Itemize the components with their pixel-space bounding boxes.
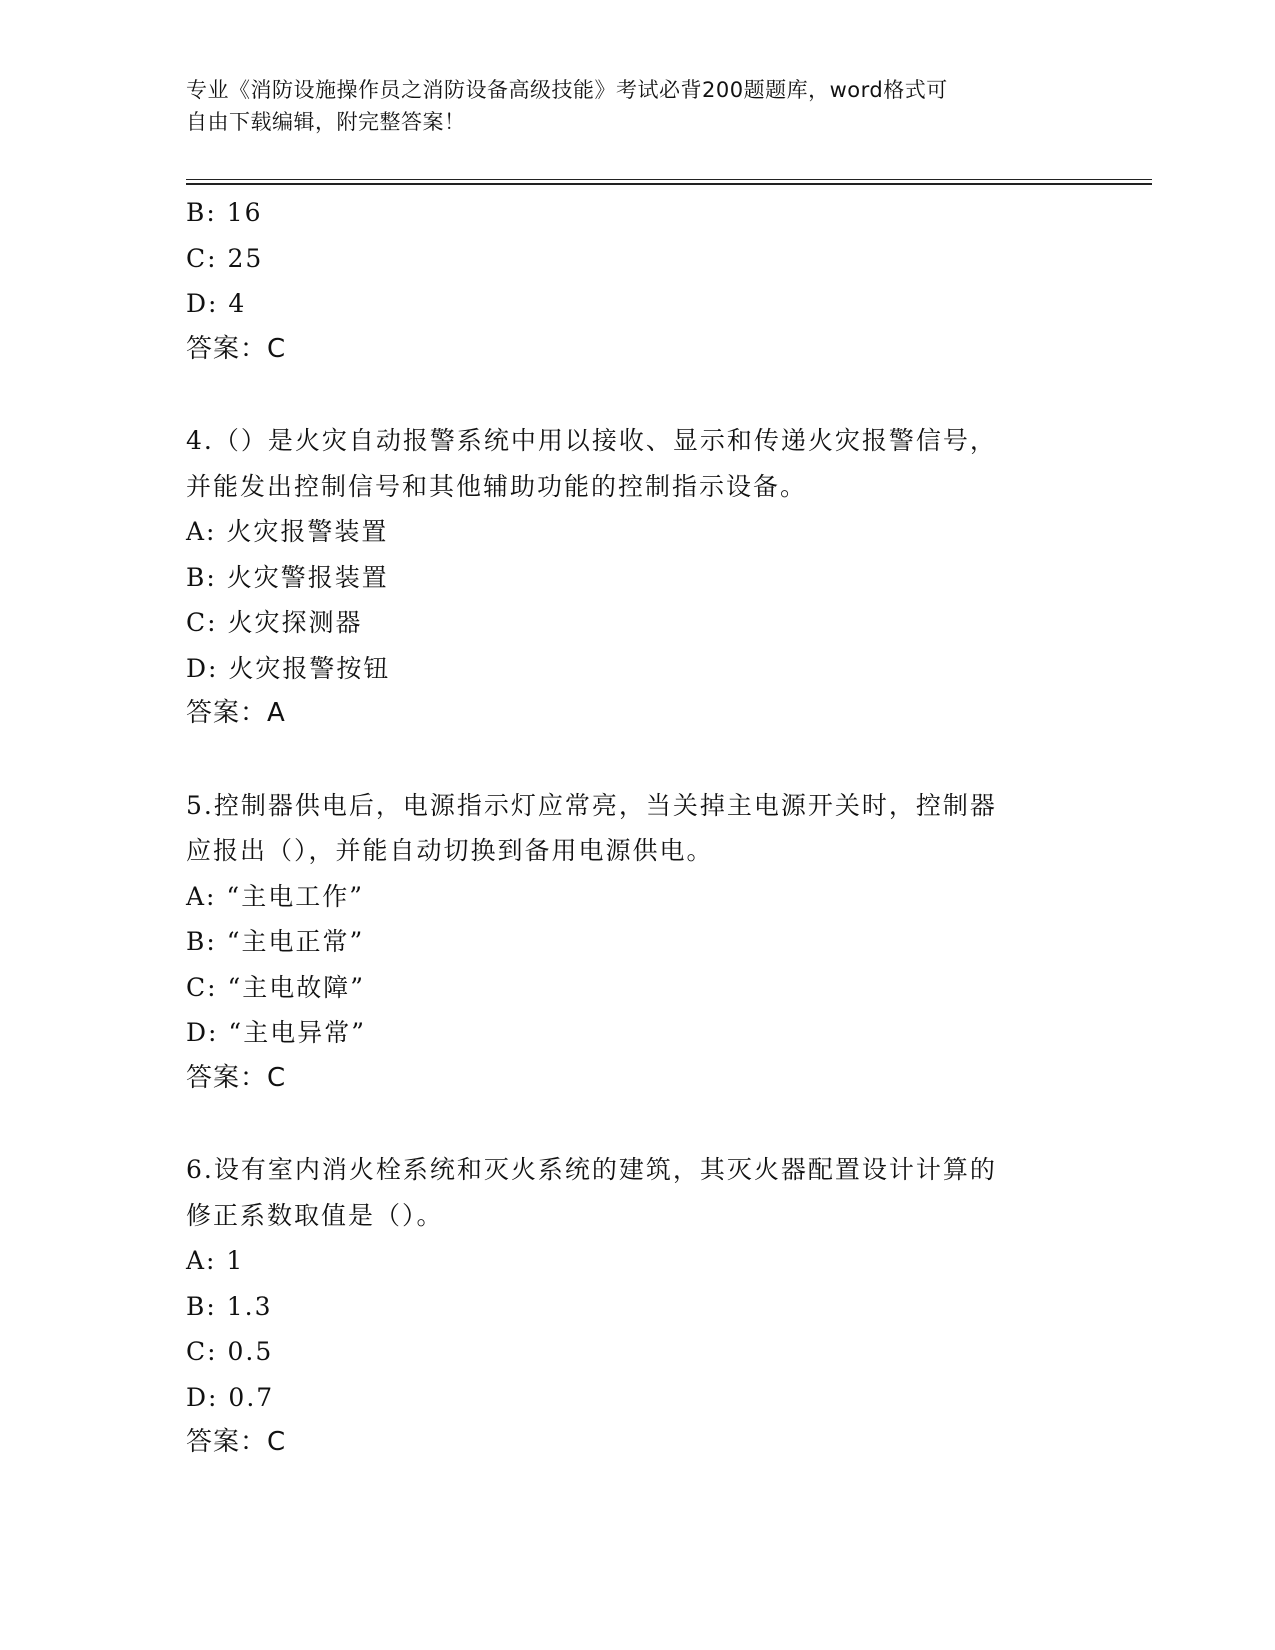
- header-line-2: 自由下载编辑，附完整答案！: [186, 110, 466, 134]
- option-c: C: 25: [186, 243, 264, 273]
- spacer: [186, 737, 1086, 783]
- header-line-1: 专业《消防设施操作员之消防设备高级技能》考试必背200题题库，word格式可: [186, 78, 948, 102]
- question-stem-line: 应报出（），并能自动切换到备用电源供电。: [186, 836, 714, 865]
- option-d: D: 火灾报警按钮: [186, 653, 391, 683]
- document-header: [186, 74, 1066, 138]
- question-stem-line: 4.（）是火灾自动报警系统中用以接收、显示和传递火灾报警信号，: [186, 426, 997, 455]
- question-4: [186, 418, 1086, 737]
- option-d: D: 0.7: [186, 1382, 275, 1412]
- question-stem-line: 并能发出控制信号和其他辅助功能的控制指示设备。: [186, 471, 808, 501]
- answer-line: 答案：C: [186, 1427, 287, 1457]
- option-c: C: 火灾探测器: [186, 608, 363, 637]
- option-b: B: “主电正常”: [186, 927, 365, 956]
- answer-line: 答案：C: [186, 333, 287, 364]
- option-c: C: “主电故障”: [186, 972, 366, 1002]
- answer-line: 答案：A: [186, 698, 286, 728]
- option-a: A: “主电工作”: [186, 881, 364, 911]
- option-d: D: “主电异常”: [186, 1018, 366, 1047]
- question-prev: [186, 190, 1086, 372]
- question-6: [186, 1147, 1086, 1466]
- question-stem-line: 修正系数取值是（）。: [186, 1200, 444, 1230]
- spacer: [186, 372, 1086, 418]
- question-stem-line: 5.控制器供电后，电源指示灯应常亮，当关掉主电源开关时，控制器: [186, 790, 997, 820]
- header-divider-thick: [186, 183, 1152, 185]
- question-stem-line: 6.设有室内消火栓系统和灭火系统的建筑，其灭火器配置设计计算的: [186, 1155, 997, 1184]
- option-a: A: 1: [186, 1246, 245, 1275]
- question-5: [186, 783, 1086, 1102]
- answer-line: 答案：C: [186, 1062, 287, 1093]
- option-b: B: 16: [186, 198, 263, 227]
- question-list: [186, 190, 1086, 1466]
- option-b: B: 火灾警报装置: [186, 562, 389, 592]
- header-divider-thin: [186, 179, 1152, 180]
- option-a: A: 火灾报警装置: [186, 517, 389, 546]
- option-b: B: 1.3: [186, 1291, 273, 1321]
- option-d: D: 4: [186, 289, 247, 318]
- option-c: C: 0.5: [186, 1337, 274, 1366]
- spacer: [186, 1101, 1086, 1147]
